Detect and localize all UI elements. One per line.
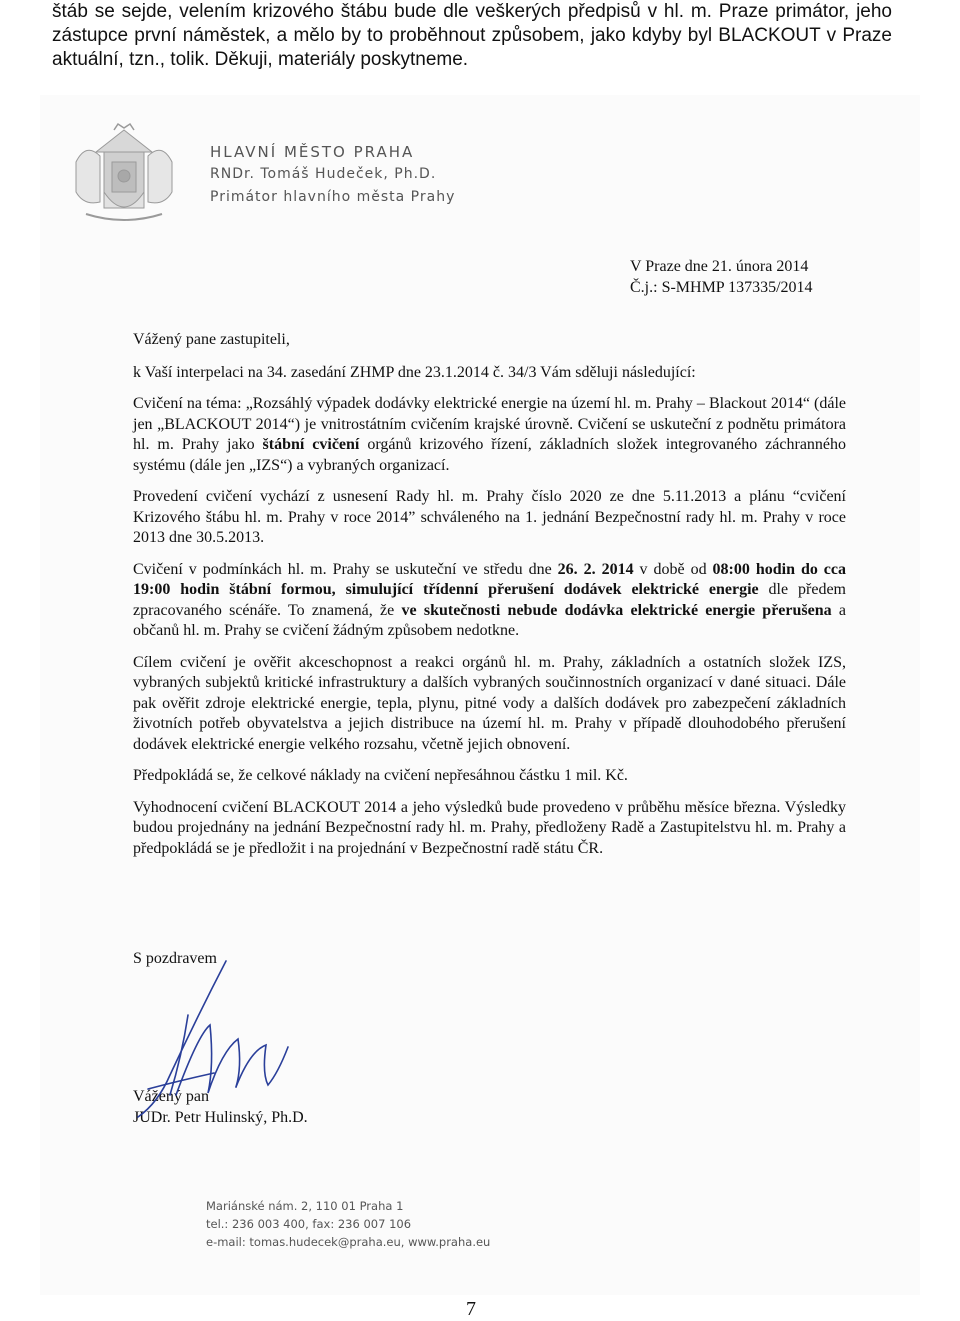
p4-no-outage: ve skutečnosti nebude dodávka elektrické energie přerušena <box>401 601 832 619</box>
page-number: 7 <box>466 1298 476 1320</box>
paragraph-6: Předpokládá se, že celkové náklady na cvičení nepřesáhnou částku 1 mil. Kč. <box>133 767 628 784</box>
salutation: Vážený pane zastupiteli, <box>133 331 290 348</box>
p2-bold: štábní cvičení <box>262 436 360 453</box>
footer-email: e-mail: tomas.hudecek@praha.eu, www.praha.eu <box>206 1235 491 1249</box>
paragraph-7: Vyhodnocení cvičení BLACKOUT 2014 a jeho výsledků bude provedeno v průběhu měsíce března. Výsledky budou projednány na jednání Bezpečnostní rady hl. m. Prahy, předloženy Radě a Zastupitelstvu hl. m. Prahy a předpokládá se je předložit i na projednání v Bezpečnostní radě státu ČR. <box>133 798 846 857</box>
footer-address: Mariánské nám. 2, 110 01 Praha 1 <box>206 1199 404 1213</box>
date-line: V Praze dne 21. února 2014 <box>630 258 809 275</box>
footer-phone: tel.: 236 003 400, fax: 236 007 106 <box>206 1217 412 1231</box>
reference-number: Č.j.: S-MHMP 137335/2014 <box>630 279 813 296</box>
letterhead-name: RNDr. Tomáš Hudeček, Ph.D. <box>210 166 437 182</box>
paragraph-2 <box>133 394 846 476</box>
handwritten-signature <box>118 955 298 1125</box>
letter-footer <box>206 1197 490 1251</box>
recipient-line-1: Vážený pan <box>133 1088 209 1105</box>
paragraph-4 <box>133 560 846 642</box>
paragraph-5: Cílem cvičení je ověřit akceschopnost a reakci orgánů hl. m. Prahy, základních a ostatních složek IZS, vybraných subjektů kritické infrastruktury a dalších vybraných součinnostních organizací v dané situaci. Dále pak ověřit zdroje elektrické energie, tepla, plynu, pitné vody a dalších dodávek pro zabezpečení základních životních potřeb obyvatelstva a jejich distribuce na území hl. m. Prahy v případě dlouhodobého přerušení dodávek elektrické energie velkého rozsahu, včetně jejich obnovení. <box>133 653 846 753</box>
p2-text-a: Cvičení na téma: „Rozsáhlý výpadek dodávky elektrické energie na území hl. m. Prahy – Blackout 2014“ (dále jen „BLACKOUT 2014“) je vnitrostátním cvičením krajské úrovně. Cvičení se uskuteční z podnětu primátora hl. m. Prahy jako <box>133 395 846 453</box>
p4-text-c: v době od <box>633 560 713 578</box>
date-block <box>630 256 813 298</box>
recipient-line-2: JUDr. Petr Hulinský, Ph.D. <box>133 1109 308 1126</box>
p4-text-a: Cvičení v podmínkách hl. m. Prahy se uskuteční ve středu dne <box>133 560 558 578</box>
p4-text-e: dle předem zpracovaného scénáře. To znamená, že <box>133 581 846 619</box>
letterhead-org: HLAVNÍ MĚSTO PRAHA <box>210 143 415 161</box>
prague-crest-icon <box>66 122 182 230</box>
closing-text: S pozdravem <box>133 950 217 967</box>
letterhead-role: Primátor hlavního města Prahy <box>210 189 456 205</box>
p4-time: 08:00 hodin do cca 19:00 hodin štábní formou, simulující třídenní přerušení dodávek elektrické energie <box>133 560 847 598</box>
intro-paragraph: štáb se sejde, velením krizového štábu bude dle veškerých předpisů v hl. m. Praze primátor, jeho zástupce první náměstek, a mělo by to proběhnout způsobem, jako kdyby byl BLACKOUT v Praze aktuální, tzn., tolik. Děkuji, materiály poskytneme. <box>52 1 892 70</box>
p4-text-g: a občanů hl. m. Prahy se cvičení žádným způsobem nedotkne. <box>133 601 846 639</box>
paragraph-3: Provedení cvičení vychází z usnesení Rady hl. m. Prahy číslo 2020 ze dne 5.11.2013 a plánu “cvičení Krizového štábu hl. m. Prahy v roce 2014” schváleného na 1. jednání Bezpečnostní rady hl. m. Prahy v roce 2013 dne 30.5.2013. <box>133 488 846 546</box>
letter-body <box>133 330 846 870</box>
p2-text-c: orgánů krizového řízení, základních složek integrovaného záchranného systému (dále jen „IZS“) a vybraných organizací. <box>133 436 847 474</box>
paragraph-1: k Vaší interpelaci na 34. zasedání ZHMP dne 23.1.2014 č. 34/3 Vám sděluji následující: <box>133 363 696 381</box>
p4-date: 26. 2. 2014 <box>557 560 634 578</box>
